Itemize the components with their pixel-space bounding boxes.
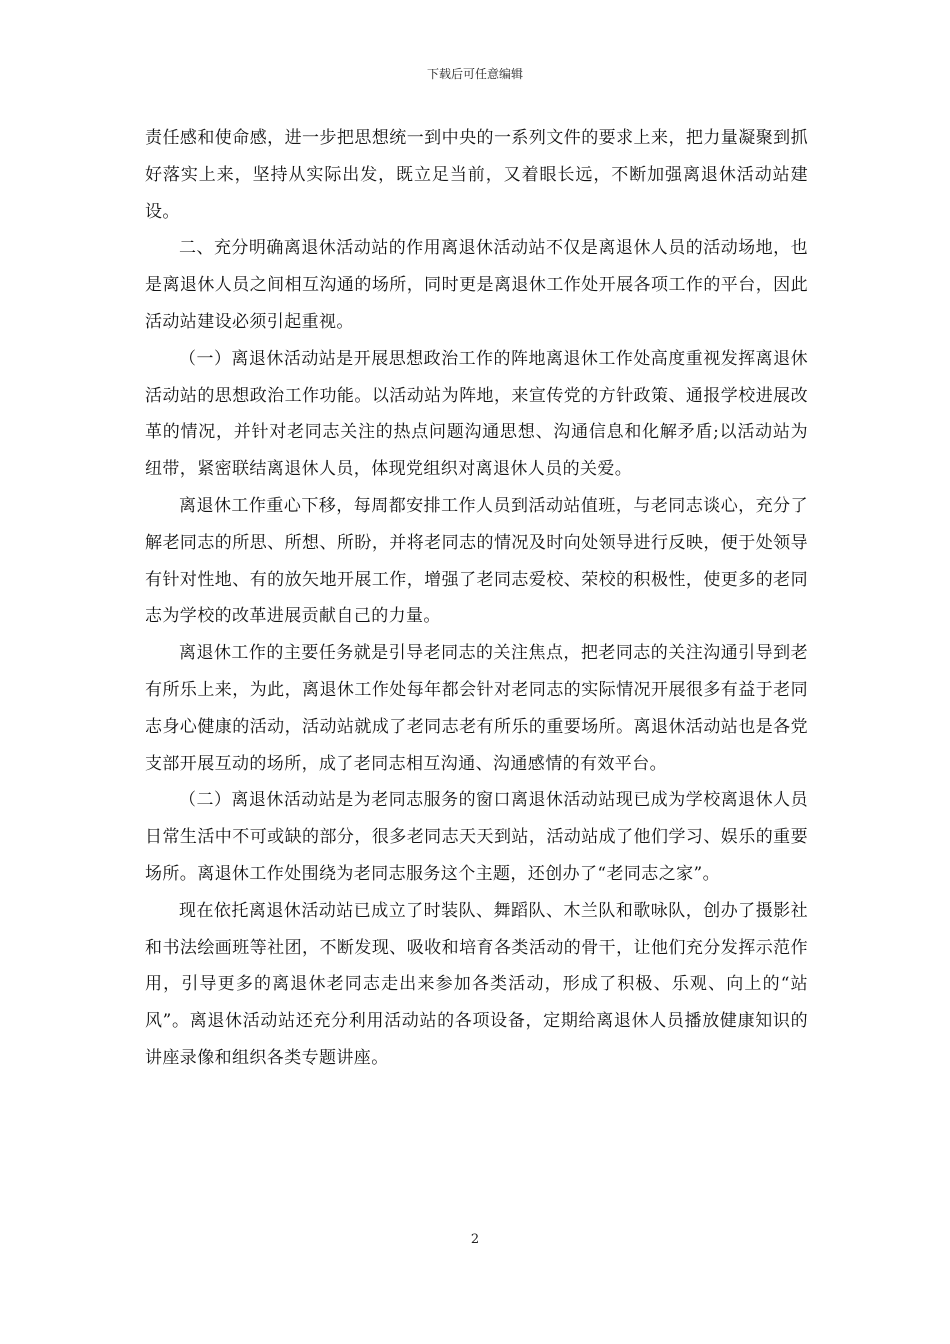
paragraph: 现在依托离退休活动站已成立了时装队、舞蹈队、木兰队和歌咏队，创办了摄影社和书法绘画班等社团，不断发现、吸收和培育各类活动的骨干，让他们充分发挥示范作用，引导更多的离退休老同志走出来参加各类活动，形成了积极、乐观、向上的“站风”。离退休活动站还充分利用活动站的各项设备，定期给离退休人员播放健康知识的讲座录像和组织各类专题讲座。 — [145, 900, 808, 1068]
paragraph: （二）离退休活动站是为老同志服务的窗口离退休活动站现已成为学校离退休人员日常生活中不可或缺的部分，很多老同志天天到站，活动站成了他们学习、娱乐的重要场所。离退休工作处围绕为老同志服务这个主题，还创办了“老同志之家”。 — [145, 790, 808, 884]
paragraph: 离退休工作重心下移，每周都安排工作人员到活动站值班，与老同志谈心，充分了解老同志的所思、所想、所盼，并将老同志的情况及时向处领导进行反映，便于处领导有针对性地、有的放矢地开展工作，增强了老同志爱校、荣校的积极性，使更多的老同志为学校的改革进展贡献自己的力量。 — [145, 495, 808, 627]
page-number: 2 — [470, 1232, 480, 1247]
page-header: 下载后可任意编辑 — [426, 67, 523, 81]
paragraph: 责任感和使命感，进一步把思想统一到中央的一系列文件的要求上来，把力量凝聚到抓好落实上来，坚持从实际出发，既立足当前，又着眼长远，不断加强离退休活动站建设。 — [145, 128, 808, 222]
document-body — [145, 120, 808, 1077]
paragraph: 二、充分明确离退休活动站的作用离退休活动站不仅是离退休人员的活动场地，也是离退休人员之间相互沟通的场所，同时更是离退休工作处开展各项工作的平台，因此活动站建设必须引起重视。 — [145, 238, 808, 332]
paragraph: （一）离退休活动站是开展思想政治工作的阵地离退休工作处高度重视发挥离退休活动站的思想政治工作功能。以活动站为阵地，来宣传党的方针政策、通报学校进展改革的情况，并针对老同志关注的热点问题沟通思想、沟通信息和化解矛盾;以活动站为纽带，紧密联结离退休人员，体现党组织对离退休人员的关爱。 — [145, 348, 808, 480]
paragraph: 离退休工作的主要任务就是引导老同志的关注焦点，把老同志的关注沟通引导到老有所乐上来，为此，离退休工作处每年都会针对老同志的实际情况开展很多有益于老同志身心健康的活动，活动站就成了老同志老有所乐的重要场所。离退休活动站也是各党支部开展互动的场所，成了老同志相互沟通、沟通感情的有效平台。 — [145, 643, 808, 774]
